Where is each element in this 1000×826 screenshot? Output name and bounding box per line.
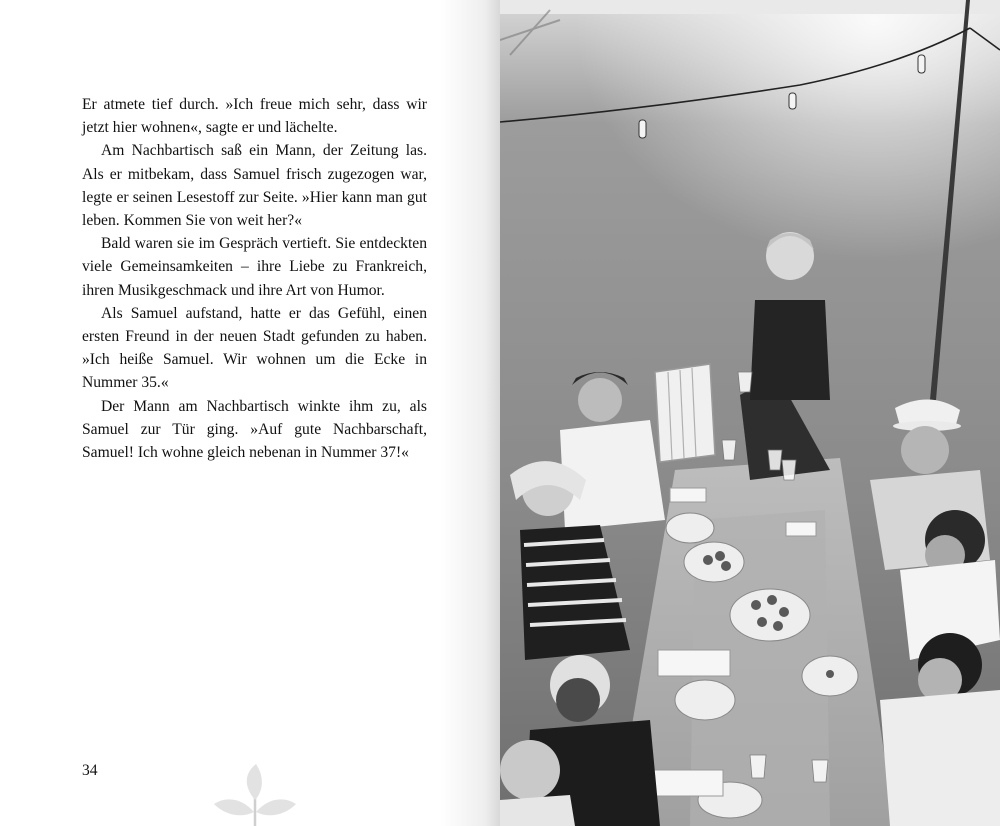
right-page [500, 0, 1000, 826]
paragraph-2: Am Nachbartisch saß ein Mann, der Zeitung las. Als er mitbekam, dass Samuel frisch zugezogen war, legte er seinen Lesestoff zur Seite. »Hier kann man gut leben. Kommen Sie von weit her?« [82, 142, 427, 230]
page-number: 34 [82, 762, 98, 779]
paragraph-1: Er atmete tief durch. »Ich freue mich sehr, dass wir jetzt hier wohnen«, sagte er und lächelte. [82, 96, 427, 137]
paragraph-4: Als Samuel aufstand, hatte er das Gefühl, einen ersten Freund in der neuen Stadt gefunden zu haben. »Ich heiße Samuel. Wir wohnen um die Ecke in Nummer 35.« [82, 304, 427, 392]
text-block [82, 93, 427, 464]
paragraph-3: Bald waren sie im Gespräch vertieft. Sie entdeckten viele Gemeinsamkeiten – ihre Liebe zu Frankreich, ihren Musikgeschmack und ihre Art von Humor. [82, 235, 427, 299]
leaf-sprig-icon [212, 764, 298, 826]
dinner-party-photo [500, 0, 1000, 826]
paragraph-5: Der Mann am Nachbartisch winkte ihm zu, als Samuel zur Tür ging. »Auf gute Nachbarschaft, Samuel! Ich wohne gleich nebenan in Nummer 37!« [82, 397, 427, 462]
